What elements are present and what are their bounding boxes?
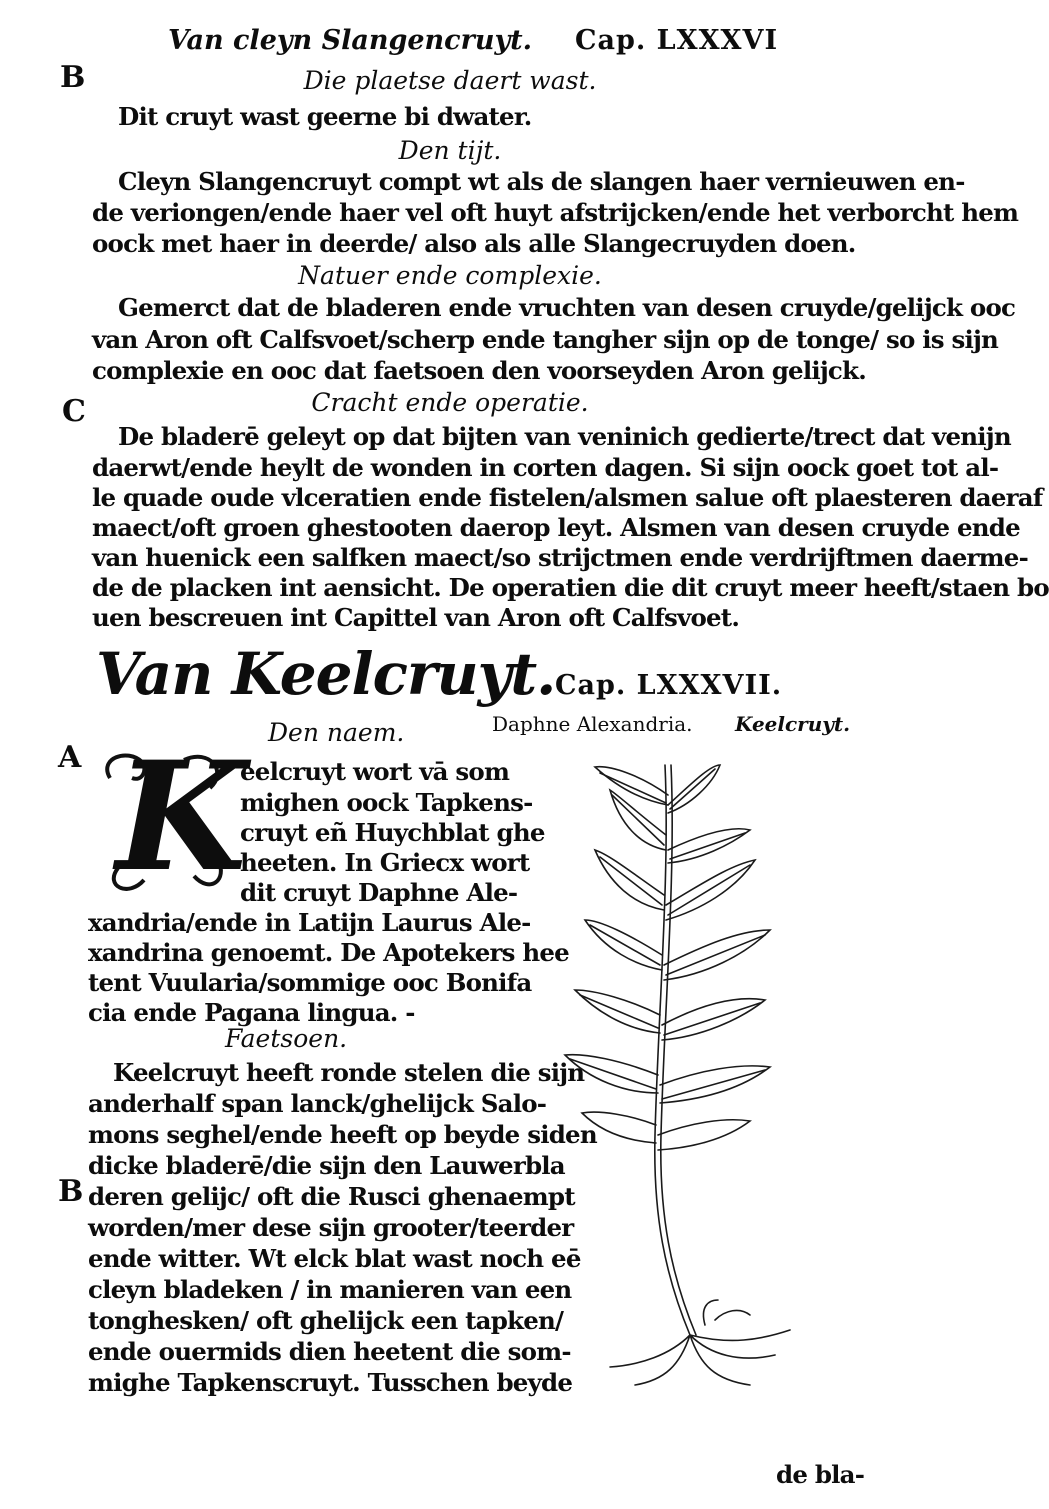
text-line: daerwt/ende heylt de wonden in corten dagen. Si sijn oock goet tot al- — [92, 453, 999, 482]
initial-letter: K — [116, 729, 247, 905]
text-line: de de placken int aensicht. De operatien die dit cruyt meer heeft/staen bo — [92, 573, 1049, 602]
text-line: cia ende Pagana lingua. - — [88, 998, 415, 1027]
catchword: de bla- — [776, 1460, 865, 1489]
text-line: complexie en ooc dat faetsoen den voorseyden Aron gelijck. — [92, 356, 866, 385]
text-line: Dit cruyt wast geerne bi dwater. — [118, 102, 532, 131]
margin-letter-b: B — [58, 1174, 84, 1209]
text-line: uen bescreuen int Capittel van Aron oft Calfsvoet. — [92, 603, 740, 632]
text-line: dicke bladerē/die sijn den Lauwerbla — [88, 1151, 565, 1180]
section-heading: Den tijt. — [398, 136, 502, 165]
text-line: De bladerē geleyt op dat bijten van veninich gedierte/trect dat venijn — [118, 422, 1011, 451]
text-line: ende witter. Wt elck blat wast noch eē — [88, 1244, 581, 1273]
margin-letter-a: A — [58, 740, 82, 775]
keelcruyt-plant-icon — [540, 755, 880, 1395]
text-line: dit cruyt Daphne Ale- — [240, 878, 518, 907]
text-line: mighen oock Tapkens- — [240, 788, 533, 817]
text-line: oock met haer in deerde/ also als alle Slangecruyden doen. — [92, 229, 856, 258]
text-line: le quade oude vlceratien ende fistelen/alsmen salue oft plaesteren daeraf — [92, 483, 1043, 512]
text-line: heeten. In Griecx wort — [240, 848, 530, 877]
text-line: van Aron oft Calfsvoet/scherp ende tangher sijn op de tonge/ so is sijn — [92, 325, 999, 354]
chapter-title: Van Keelcruyt. — [96, 640, 556, 708]
figure-caption-dutch: Keelcruyt. — [735, 712, 851, 736]
text-line: xandrina genoemt. De Apotekers hee — [88, 938, 569, 967]
decorated-initial — [98, 729, 247, 905]
chapter-number: Cap. LXXXVII. — [555, 670, 783, 701]
text-line: van huenick een salfken maect/so strijctmen ende verdrijftmen daerme- — [92, 543, 1028, 572]
text-line: mons seghel/ende heeft op beyde siden — [88, 1120, 597, 1149]
plant-woodcut-illustration — [540, 755, 880, 1395]
section-heading: Den naem. — [268, 718, 405, 747]
section-heading: Faetsoen. — [225, 1024, 348, 1053]
text-line: anderhalf span lanck/ghelijck Salo- — [88, 1089, 547, 1118]
text-line: worden/mer dese sijn grooter/teerder — [88, 1213, 574, 1242]
text-line: Keelcruyt heeft ronde stelen die sijn — [113, 1058, 585, 1087]
text-line: ende ouermids dien heetent die som- — [88, 1337, 571, 1366]
text-line: cruyt eñ Huychblat ghe — [240, 818, 545, 847]
margin-letter-c: C — [62, 394, 86, 429]
text-line: Gemerct dat de bladeren ende vruchten van desen cruyde/gelijck ooc — [118, 293, 1016, 322]
section-heading: Natuer ende complexie. — [298, 261, 602, 290]
chapter-number: Cap. LXXXVI — [575, 25, 779, 56]
section-heading: Die plaetse daert wast. — [303, 66, 597, 95]
text-line: tonghesken/ oft ghelijck een tapken/ — [88, 1306, 564, 1335]
text-line: de veriongen/ende haer vel oft huyt afstrijcken/ende het verborcht hem — [92, 198, 1019, 227]
text-line: tent Vuularia/sommige ooc Bonifa — [88, 968, 532, 997]
text-line: maect/oft groen ghestooten daerop leyt. Alsmen van desen cruyde ende — [92, 513, 1020, 542]
text-line: deren gelijc/ oft die Rusci ghenaempt — [88, 1182, 575, 1211]
margin-letter-b: B — [60, 60, 86, 95]
figure-caption-latin: Daphne Alexandria. — [492, 712, 693, 736]
text-line: xandria/ende in Latijn Laurus Ale- — [88, 908, 531, 937]
running-title: Van cleyn Slangencruyt. — [168, 25, 533, 56]
text-line: eelcruyt wort vā som — [240, 757, 510, 786]
text-line: cleyn bladeken / in manieren van een — [88, 1275, 572, 1304]
section-heading: Cracht ende operatie. — [311, 388, 589, 417]
text-line: Cleyn Slangencruyt compt wt als de slangen haer vernieuwen en- — [118, 167, 965, 196]
text-line: mighe Tapkenscruyt. Tusschen beyde — [88, 1368, 573, 1397]
